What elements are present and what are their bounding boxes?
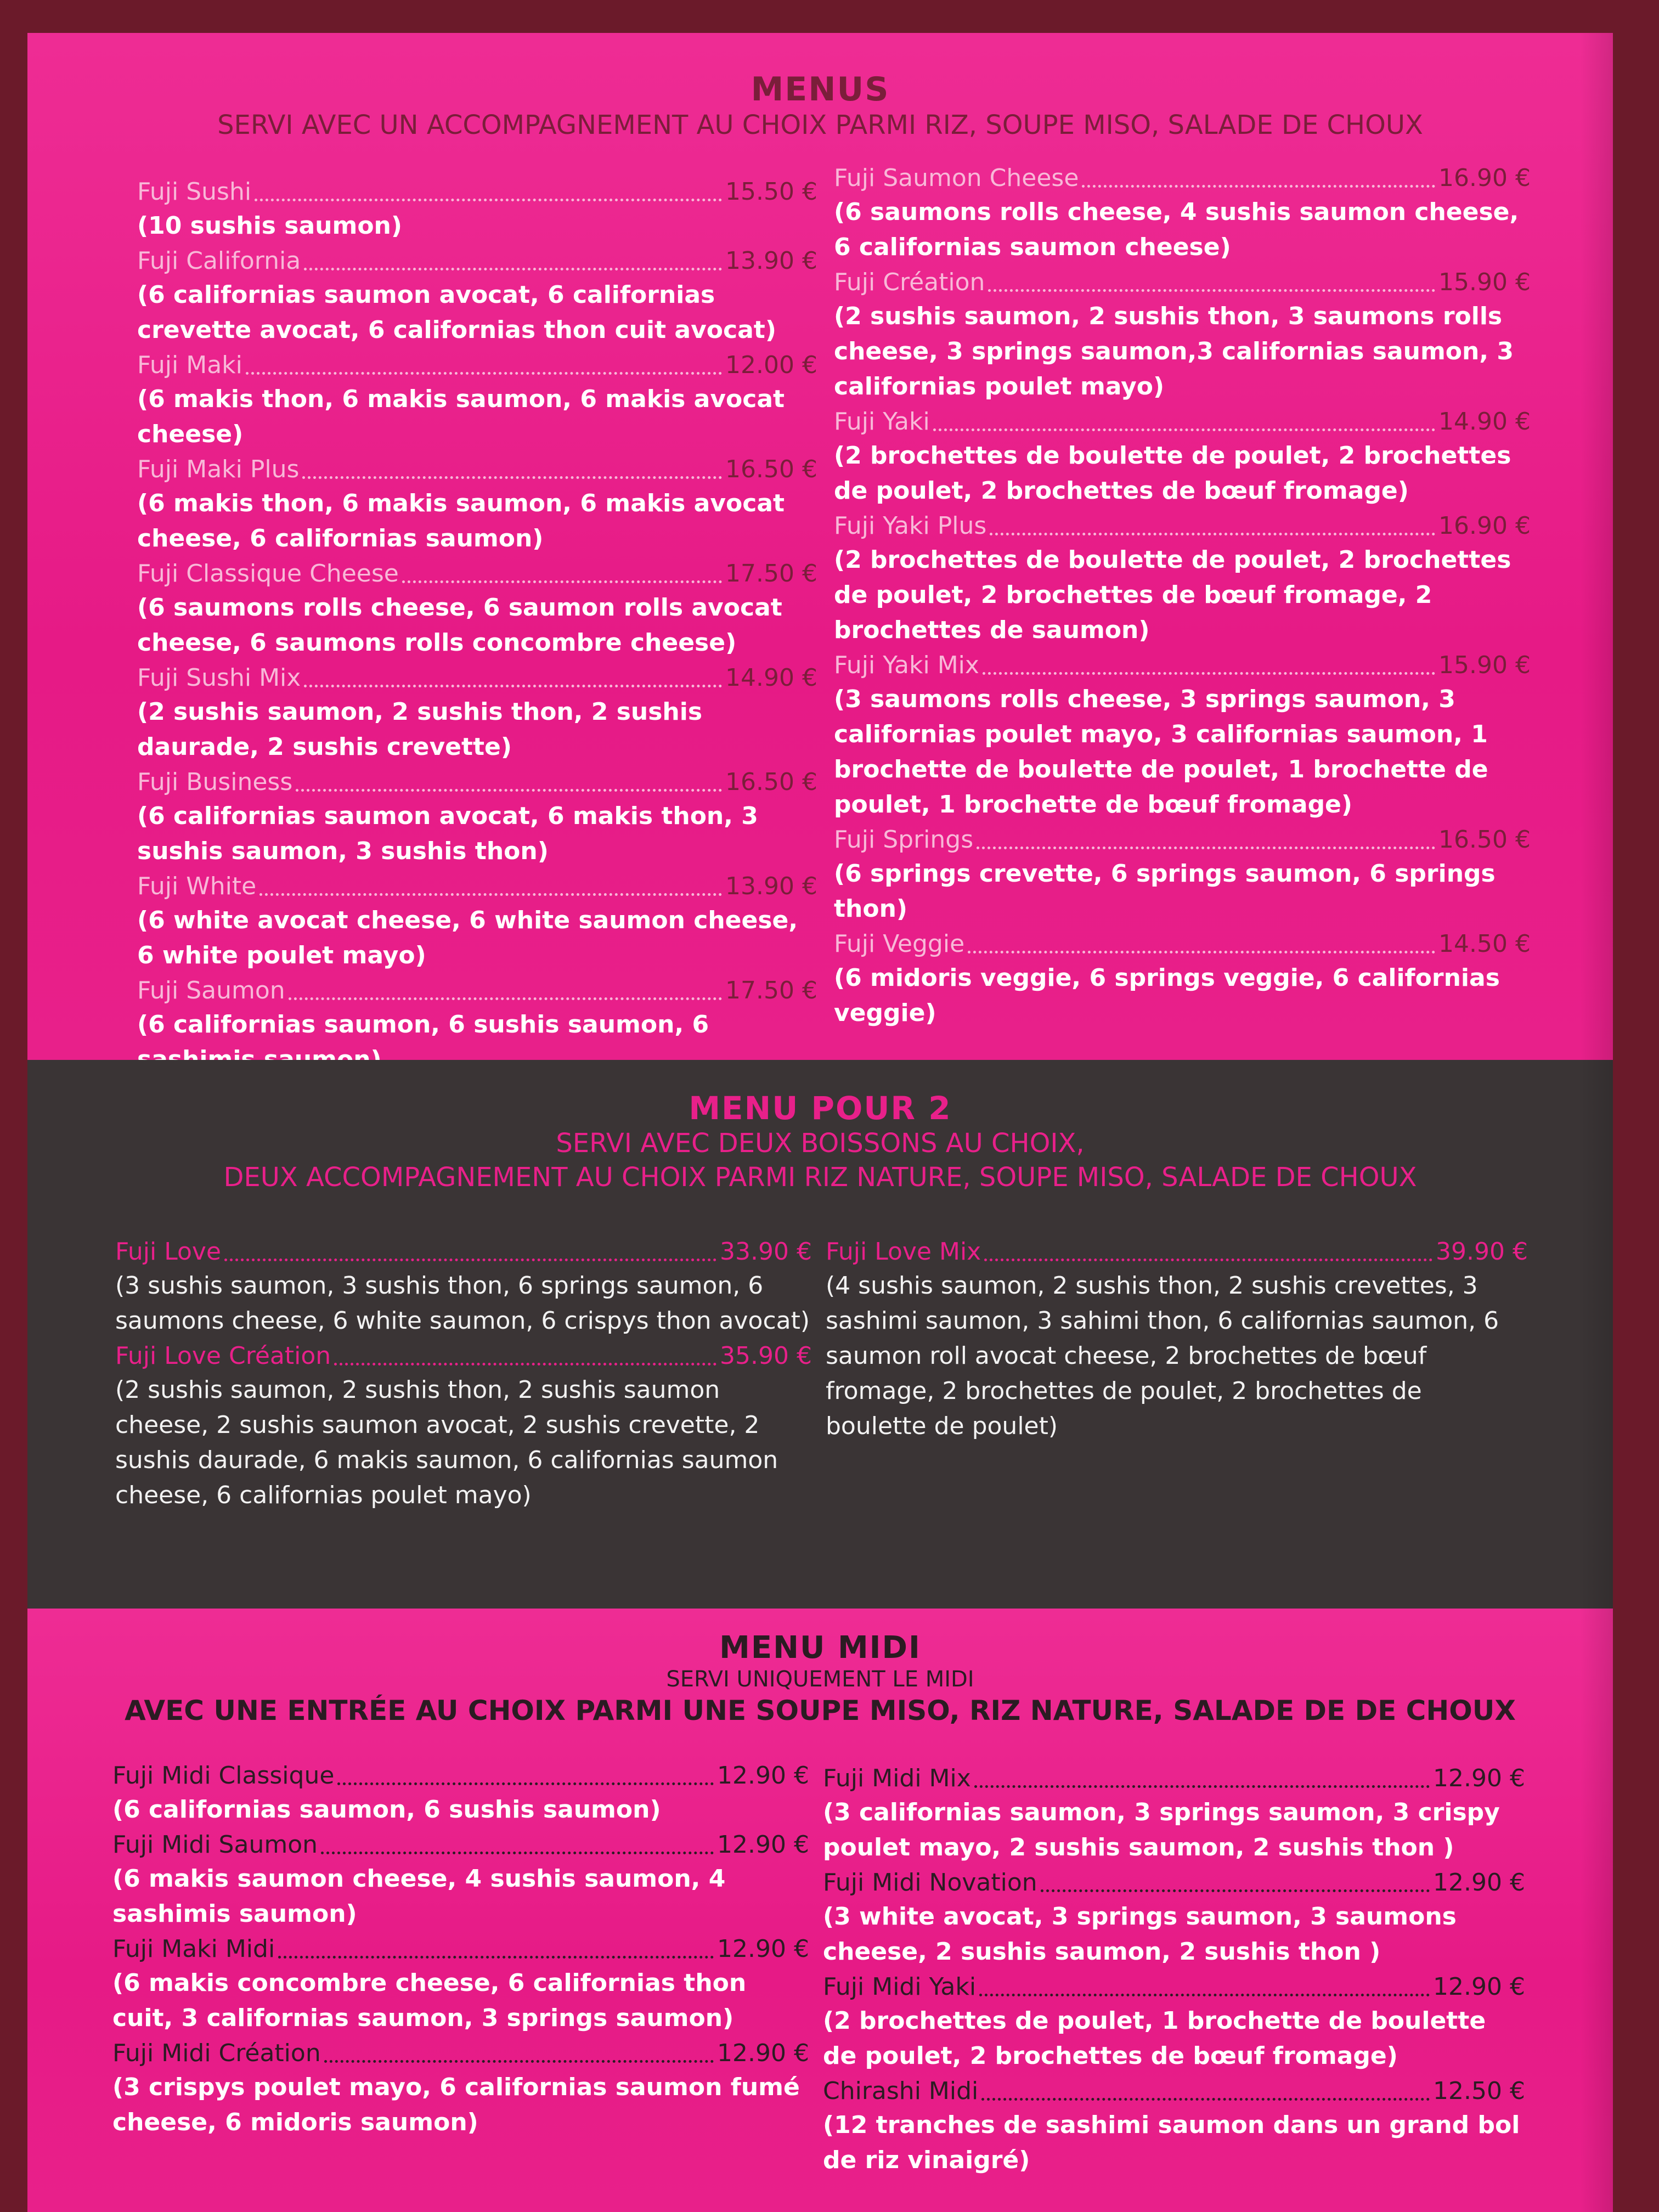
midi-right-column [823, 1762, 1525, 2179]
menu-item-price: 13.90 € [725, 247, 817, 275]
menu-item [115, 1235, 812, 1339]
menu-item-name: Chirashi Midi [823, 2077, 979, 2105]
menus-right-column [834, 162, 1531, 1032]
menu-item-name: Fuji Love Mix [826, 1238, 981, 1266]
menu-item-name: Fuji Maki Midi [112, 1935, 275, 1963]
menu-page [27, 33, 1613, 2212]
menu-item-name: Fuji Saumon Cheese [834, 164, 1079, 192]
menu-item-description: (6 saumons rolls cheese, 6 saumon rolls avocat cheese, 6 saumons rolls concombre cheese) [137, 594, 782, 657]
menus-section [27, 33, 1613, 1060]
menu-item-description: (6 makis thon, 6 makis saumon, 6 makis avocat cheese) [137, 385, 785, 448]
menu-item-header [137, 870, 817, 903]
menu-item-header [834, 649, 1531, 682]
menu-item [137, 453, 817, 556]
menu-item-description: (6 makis concombre cheese, 6 californias thon cuit, 3 californias saumon, 3 springs saumon) [112, 1969, 747, 2032]
menu-item [823, 1866, 1525, 1970]
menu-item-name: Fuji Sushi [137, 178, 252, 206]
menu-item-name: Fuji Midi Mix [823, 1764, 971, 1792]
menu-item-price: 33.90 € [720, 1238, 812, 1266]
duo-left-column [115, 1235, 812, 1514]
menu-item-name: Fuji Love [115, 1238, 221, 1266]
dotted-leader [296, 789, 722, 792]
menu-item [115, 1340, 812, 1513]
menu-item-header [137, 974, 817, 1007]
menu-item-name: Fuji Veggie [834, 930, 965, 958]
menu-item-description: (6 springs crevette, 6 springs saumon, 6 springs thon) [834, 860, 1496, 923]
menu-item-price: 16.50 € [725, 768, 817, 796]
menu-item-price: 12.00 € [725, 351, 817, 379]
menu-item-description: (6 californias saumon, 6 sushis saumon, 6 [137, 1011, 709, 1039]
menu-item-header [834, 510, 1531, 543]
menu-item [834, 649, 1531, 822]
menu-item-name: Fuji Love Création [115, 1342, 331, 1370]
menu-item-name: Fuji Midi Classique [112, 1762, 335, 1790]
menu-item-description: (6 white avocat cheese, 6 white saumon cheese, 6 white poulet mayo) [137, 906, 798, 969]
menu-item [834, 510, 1531, 648]
menu-item-price: 14.90 € [1438, 408, 1531, 436]
menu-item-header [137, 176, 817, 208]
menu-item-name: Fuji Maki [137, 351, 242, 379]
menu-item-name: Fuji Yaki Mix [834, 651, 979, 679]
menu-item-description: (6 midoris veggie, 6 springs veggie, 6 californias veggie) [834, 964, 1500, 1027]
menu-item-header [112, 1759, 809, 1792]
menu-item-description: (2 sushis saumon, 2 sushis thon, 2 sushis saumon cheese, 2 sushis saumon avocat, 2 sushis crevette, 2 sushis daurade, 6 makis saumon, 6 californias saumon cheese, 6 californias poulet mayo) [115, 1376, 778, 1509]
menu-item-description: (12 tranches de sashimi saumon dans un grand bol de riz vinaigré) [823, 2111, 1520, 2174]
midi-left-column [112, 1759, 809, 2141]
menu-item-name: Fuji Yaki Plus [834, 512, 987, 540]
menu-item [137, 349, 817, 452]
menu-item-header [137, 766, 817, 799]
menu-item-header [826, 1235, 1528, 1268]
menu-item [826, 1235, 1528, 1444]
menu-item-header [823, 1971, 1525, 2004]
menu-item-price: 15.50 € [725, 178, 817, 206]
menu-item [112, 1933, 809, 2036]
menu-item-header [137, 662, 817, 695]
menu-item-price: 14.50 € [1438, 930, 1531, 958]
duo-subtitle-1: SERVI AVEC DEUX BOISSONS AU CHOIX, [556, 1128, 1085, 1159]
menu-item-price: 12.90 € [1433, 1973, 1525, 2001]
menu-item-description: (2 sushis saumon, 2 sushis thon, 3 saumons rolls cheese, 3 springs saumon,3 californias saumon, 3 californias poulet mayo) [834, 302, 1514, 400]
dotted-leader [302, 476, 722, 479]
menu-item-description: (6 californias saumon, 6 sushis saumon) [112, 1796, 661, 1824]
menu-item-header [137, 557, 817, 590]
dotted-leader [933, 428, 1435, 431]
menu-item-name: Fuji Création [834, 268, 985, 296]
menu-item [834, 823, 1531, 927]
dotted-leader [983, 672, 1435, 675]
menu-item-name: Fuji Business [137, 768, 293, 796]
menu-item-header [137, 453, 817, 486]
menu-item [823, 1762, 1525, 1865]
menu-item-price: 14.90 € [725, 664, 817, 692]
menu-item-price: 12.90 € [717, 1935, 809, 1963]
menu-item-name: Fuji Maki Plus [137, 455, 300, 483]
menu-item-header [834, 823, 1531, 856]
menu-item-description: (4 sushis saumon, 2 sushis thon, 2 sushis crevettes, 3 sashimi saumon, 3 sahimi thon, 6 californias saumon, 6 saumon roll avocat cheese, 2 brochettes de bœuf fromage, 2 brochettes de poulet, 2 brochettes de boulette de poulet) [826, 1272, 1499, 1440]
menu-item-description: (3 white avocat, 3 springs saumon, 3 saumons cheese, 2 sushis saumon, 2 sushis thon ) [823, 1903, 1457, 1966]
dotted-leader [984, 1259, 1432, 1261]
menu-item-price: 16.90 € [1438, 512, 1531, 540]
menu-item-name: Fuji Midi Yaki [823, 1973, 977, 2001]
dotted-leader [1082, 185, 1435, 188]
menu-item-name: Fuji Yaki [834, 408, 930, 436]
dotted-leader [990, 533, 1435, 535]
midi-title: MENU MIDI [719, 1630, 921, 1666]
midi-subtitle-1: SERVI UNIQUEMENT LE MIDI [666, 1667, 974, 1692]
menu-item [112, 1829, 809, 1932]
menu-item-name: Fuji Classique Cheese [137, 560, 399, 588]
dotted-leader [259, 893, 722, 896]
menu-item-name: Fuji Saumon [137, 977, 285, 1005]
menu-item [834, 266, 1531, 404]
menu-item-header [137, 349, 817, 382]
dotted-leader [304, 685, 722, 687]
menu-item-price: 35.90 € [720, 1342, 812, 1370]
menu-item-price: 12.90 € [1433, 1764, 1525, 1792]
dotted-leader [977, 847, 1435, 849]
menu-item-header [115, 1340, 812, 1373]
menu-item-description: (10 sushis saumon) [137, 212, 402, 240]
menus-subtitle: SERVI AVEC UN ACCOMPAGNEMENT AU CHOIX PARMI RIZ, SOUPE MISO, SALADE DE CHOUX [217, 110, 1423, 140]
menu-item [823, 2075, 1525, 2178]
menu-item [137, 662, 817, 765]
dotted-leader [402, 580, 722, 583]
menus-header [27, 70, 1613, 142]
menu-item-header [112, 2037, 809, 2070]
menu-item-price: 12.90 € [717, 1831, 809, 1859]
dotted-leader [304, 268, 722, 270]
menu-item-description: (3 californias saumon, 3 springs saumon, 3 crispy poulet mayo, 2 sushis saumon, 2 sushis thon ) [823, 1798, 1500, 1861]
menu-item-header [823, 1762, 1525, 1795]
menu-item-price: 16.90 € [1438, 164, 1531, 192]
duo-section [27, 1060, 1613, 1609]
midi-header [27, 1630, 1613, 1728]
menu-item-price: 12.90 € [717, 2039, 809, 2067]
menu-item-description: (6 californias saumon avocat, 6 californias crevette avocat, 6 californias thon cuit avocat) [137, 281, 776, 344]
menu-item [137, 245, 817, 348]
menu-item-header [112, 1829, 809, 1861]
menu-item-name: Fuji Springs [834, 826, 974, 854]
duo-right-column [826, 1235, 1528, 1445]
duo-subtitle-2: DEUX ACCOMPAGNEMENT AU CHOIX PARMI RIZ NATURE, SOUPE MISO, SALADE DE CHOUX [223, 1162, 1417, 1193]
menu-item-description: (2 brochettes de boulette de poulet, 2 brochettes de poulet, 2 brochettes de bœuf fromage) [834, 442, 1511, 505]
menu-item-header [834, 405, 1531, 438]
menus-title: MENUS [751, 70, 890, 109]
menu-item [137, 870, 817, 973]
menu-item-price: 39.90 € [1436, 1238, 1528, 1266]
menu-item-price: 17.50 € [725, 977, 817, 1005]
dotted-leader [321, 1852, 714, 1854]
dotted-leader [337, 1782, 714, 1785]
menu-item [834, 928, 1531, 1031]
menu-item-price: 17.50 € [725, 560, 817, 588]
page-fold-shadow [1580, 33, 1613, 2212]
dotted-leader [968, 951, 1435, 953]
dotted-leader [289, 997, 722, 1000]
menu-item [137, 766, 817, 869]
dotted-leader [224, 1259, 716, 1261]
menu-item [823, 1971, 1525, 2074]
menu-item-description: (3 saumons rolls cheese, 3 springs saumon, 3 californias poulet mayo, 3 californias saumon, 1 brochette de boulette de poulet, 1 brochette de poulet, 1 brochette de bœuf fromage) [834, 685, 1488, 819]
menu-item-description: (2 brochettes de boulette de poulet, 2 brochettes de poulet, 2 brochettes de bœuf fromage, 2 brochettes de saumon) [834, 546, 1511, 644]
dotted-leader [334, 1363, 716, 1365]
menu-item [137, 557, 817, 661]
dotted-leader [974, 1785, 1430, 1788]
dotted-leader [255, 199, 722, 201]
menu-item-header [834, 162, 1531, 195]
menu-item-price: 12.90 € [717, 1762, 809, 1790]
menu-item [834, 162, 1531, 265]
menus-left-column [137, 176, 817, 1079]
menu-item-header [834, 928, 1531, 961]
menu-item-price: 12.50 € [1433, 2077, 1525, 2105]
menu-item [834, 405, 1531, 509]
menu-item-name: Fuji Sushi Mix [137, 664, 301, 692]
menu-item-description: (6 saumons rolls cheese, 4 sushis saumon cheese, 6 californias saumon cheese) [834, 198, 1519, 261]
menu-item-description: (6 makis thon, 6 makis saumon, 6 makis avocat cheese, 6 californias saumon) [137, 489, 785, 552]
dotted-leader [246, 372, 722, 375]
dotted-leader [278, 1956, 714, 1959]
menu-item-price: 15.90 € [1438, 651, 1531, 679]
menu-item-name: Fuji Midi Création [112, 2039, 321, 2067]
menu-item-description: (2 brochettes de poulet, 1 brochette de boulette de poulet, 2 brochettes de bœuf fromage) [823, 2007, 1486, 2070]
menu-item [112, 2037, 809, 2140]
midi-subtitle-2: AVEC UNE ENTRÉE AU CHOIX PARMI UNE SOUPE MISO, RIZ NATURE, SALADE DE DE CHOUX [125, 1695, 1516, 1726]
menu-item [137, 176, 817, 244]
menu-item-header [137, 245, 817, 278]
menu-item-header [834, 266, 1531, 299]
menu-item-header [823, 2075, 1525, 2108]
dotted-leader [1041, 1889, 1430, 1892]
menu-item-price: 13.90 € [725, 872, 817, 900]
menu-item-description: (2 sushis saumon, 2 sushis thon, 2 sushis daurade, 2 sushis crevette) [137, 698, 703, 761]
dotted-leader [979, 1994, 1430, 1996]
dotted-leader [324, 2060, 714, 2063]
menu-item-name: Fuji Midi Novation [823, 1869, 1037, 1897]
menu-item-name: Fuji White [137, 872, 257, 900]
dotted-leader [981, 2098, 1430, 2101]
menu-item-price: 16.50 € [725, 455, 817, 483]
menu-item-price: 12.90 € [1433, 1869, 1525, 1897]
duo-title: MENU POUR 2 [689, 1090, 952, 1127]
menu-item [112, 1759, 809, 1827]
menu-item-header [112, 1933, 809, 1966]
menu-item-description: (3 sushis saumon, 3 sushis thon, 6 springs saumon, 6 saumons cheese, 6 white saumon, 6 crispys thon avocat) [115, 1272, 810, 1335]
midi-section [27, 1609, 1613, 2212]
menu-item-description: (3 crispys poulet mayo, 6 californias saumon fumé cheese, 6 midoris saumon) [112, 2073, 800, 2136]
duo-header [27, 1090, 1613, 1194]
menu-item-name: Fuji Midi Saumon [112, 1831, 318, 1859]
menu-item-description: (6 makis saumon cheese, 4 sushis saumon, 4 sashimis saumon) [112, 1865, 726, 1928]
menu-item-price: 16.50 € [1438, 826, 1531, 854]
dotted-leader [988, 289, 1435, 292]
menu-item-description: (6 californias saumon avocat, 6 makis thon, 3 sushis saumon, 3 sushis thon) [137, 802, 758, 865]
menu-item-header [823, 1866, 1525, 1899]
menu-item-header [115, 1235, 812, 1268]
menu-item-price: 15.90 € [1438, 268, 1531, 296]
menu-item-name: Fuji California [137, 247, 301, 275]
